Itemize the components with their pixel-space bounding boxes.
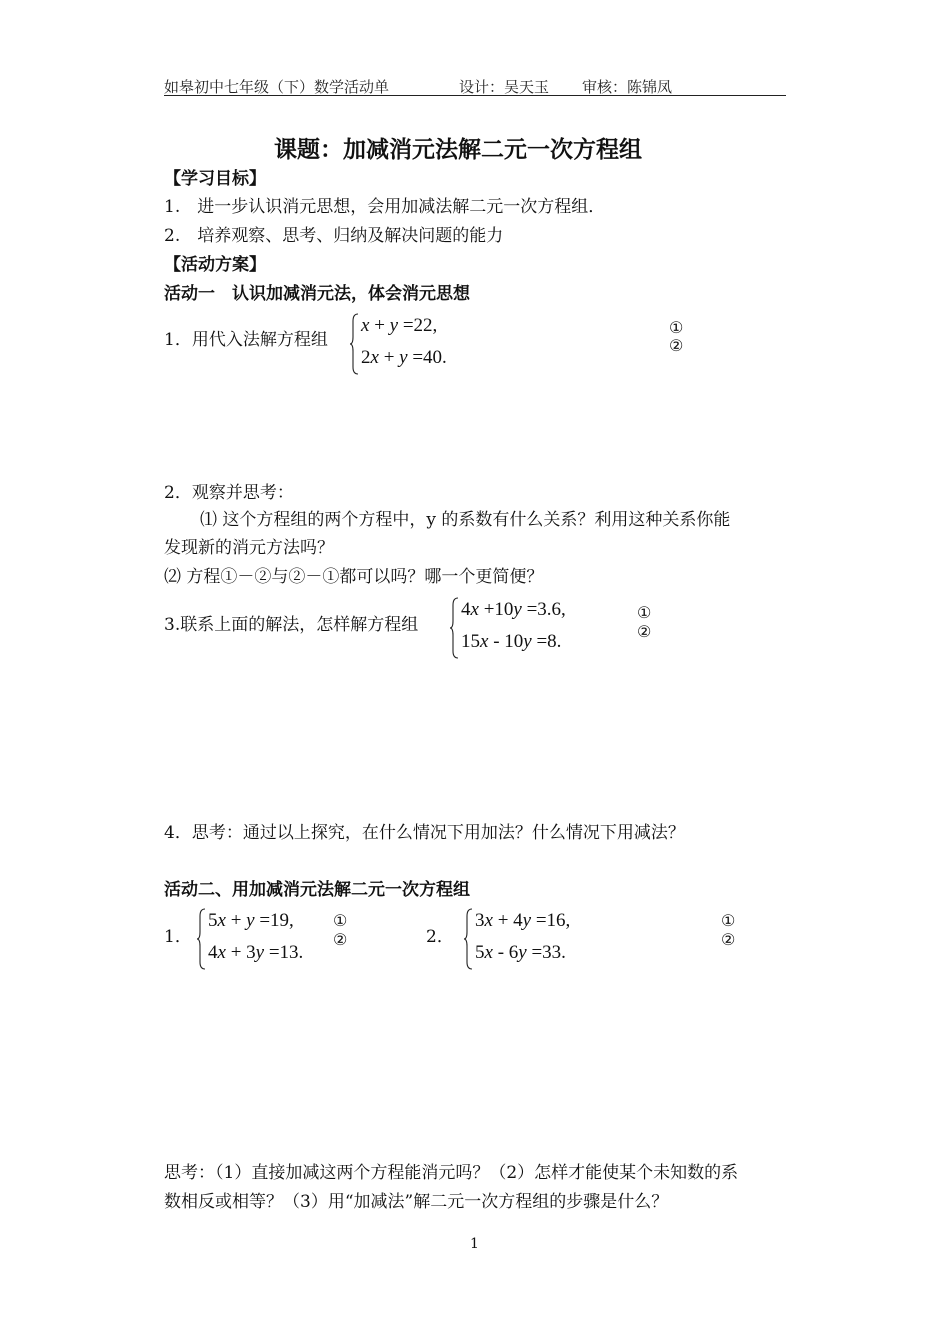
goals-heading: 【学习目标】 — [164, 169, 266, 189]
q2-sub1-line2: 发现新的消元方法吗？ — [164, 538, 334, 558]
q1-mark-2: ② — [669, 336, 684, 355]
left-brace-icon — [349, 313, 359, 375]
q4-text: 4．思考：通过以上探究，在什么情况下用加法？什么情况下用减法？ — [164, 823, 685, 843]
left-brace-icon — [463, 908, 473, 970]
activity1-heading: 活动一 认识加减消元法，体会消元思想 — [164, 284, 470, 304]
q1-mark-1: ① — [669, 318, 684, 337]
q3-label: 3.联系上面的解法，怎样解方程组 — [164, 615, 419, 635]
activity2-think-line1: 思考：（1）直接加减这两个方程能消元吗？（2）怎样才能使某个未知数的系 — [164, 1163, 739, 1183]
p1-mark-1: ① — [333, 911, 348, 930]
q2-label: 2．观察并思考： — [164, 483, 294, 503]
q1-equation-system — [349, 313, 479, 375]
q1-eq2: 2x + y =40. — [361, 347, 447, 368]
p2-mark-2: ② — [721, 930, 736, 949]
goal-item-1: 1. 进一步认识消元思想，会用加减法解二元一次方程组． — [164, 197, 606, 217]
q1-eq1: x + y =22, — [361, 315, 438, 336]
p1-equation-system — [196, 908, 336, 970]
q2-sub2: ⑵ 方程①－②与②－①都可以吗？哪一个更简便？ — [164, 567, 544, 587]
header-review-text: 审核：陈锦凤 — [582, 78, 673, 96]
p1-eq2: 4x + 3y =13. — [208, 942, 304, 963]
q3-equation-system — [449, 597, 599, 659]
p2-mark-1: ① — [721, 911, 736, 930]
q3-eq1: 4x +10y =3.6, — [461, 599, 566, 620]
activity2-heading: 活动二、用加减消元法解二元一次方程组 — [164, 880, 470, 900]
p1-mark-2: ② — [333, 930, 348, 949]
activity2-think-line2: 数相反或相等？（3）用“加减法”解二元一次方程组的步骤是什么？ — [164, 1192, 669, 1212]
p2-eq2: 5x - 6y =33. — [475, 942, 566, 963]
page-title: 课题：加减消元法解二元一次方程组 — [274, 136, 642, 163]
goal-item-2: 2. 培养观察、思考、归纳及解决问题的能力 — [164, 226, 504, 246]
q3-mark-1: ① — [637, 603, 652, 622]
header-left-text: 如皋初中七年级（下）数学活动单 — [164, 78, 390, 96]
left-brace-icon — [196, 908, 206, 970]
q3-mark-2: ② — [637, 622, 652, 641]
q1-label: 1．用代入法解方程组 — [164, 330, 328, 350]
p2-eq1: 3x + 4y =16, — [475, 910, 571, 931]
q3-eq2: 15x - 10y =8. — [461, 631, 562, 652]
plan-heading: 【活动方案】 — [164, 255, 266, 275]
q2-sub1-line1: ⑴ 这个方程组的两个方程中，y 的系数有什么关系？利用这种关系你能 — [200, 510, 731, 530]
header-design-text: 设计：吴天玉 — [459, 78, 550, 96]
p1-label: 1． — [164, 927, 192, 947]
p2-equation-system — [463, 908, 603, 970]
p2-label: 2． — [426, 927, 454, 947]
page-number: 1 — [470, 1236, 479, 1252]
p1-eq1: 5x + y =19, — [208, 910, 294, 931]
left-brace-icon — [449, 597, 459, 659]
header-rule — [164, 95, 786, 96]
